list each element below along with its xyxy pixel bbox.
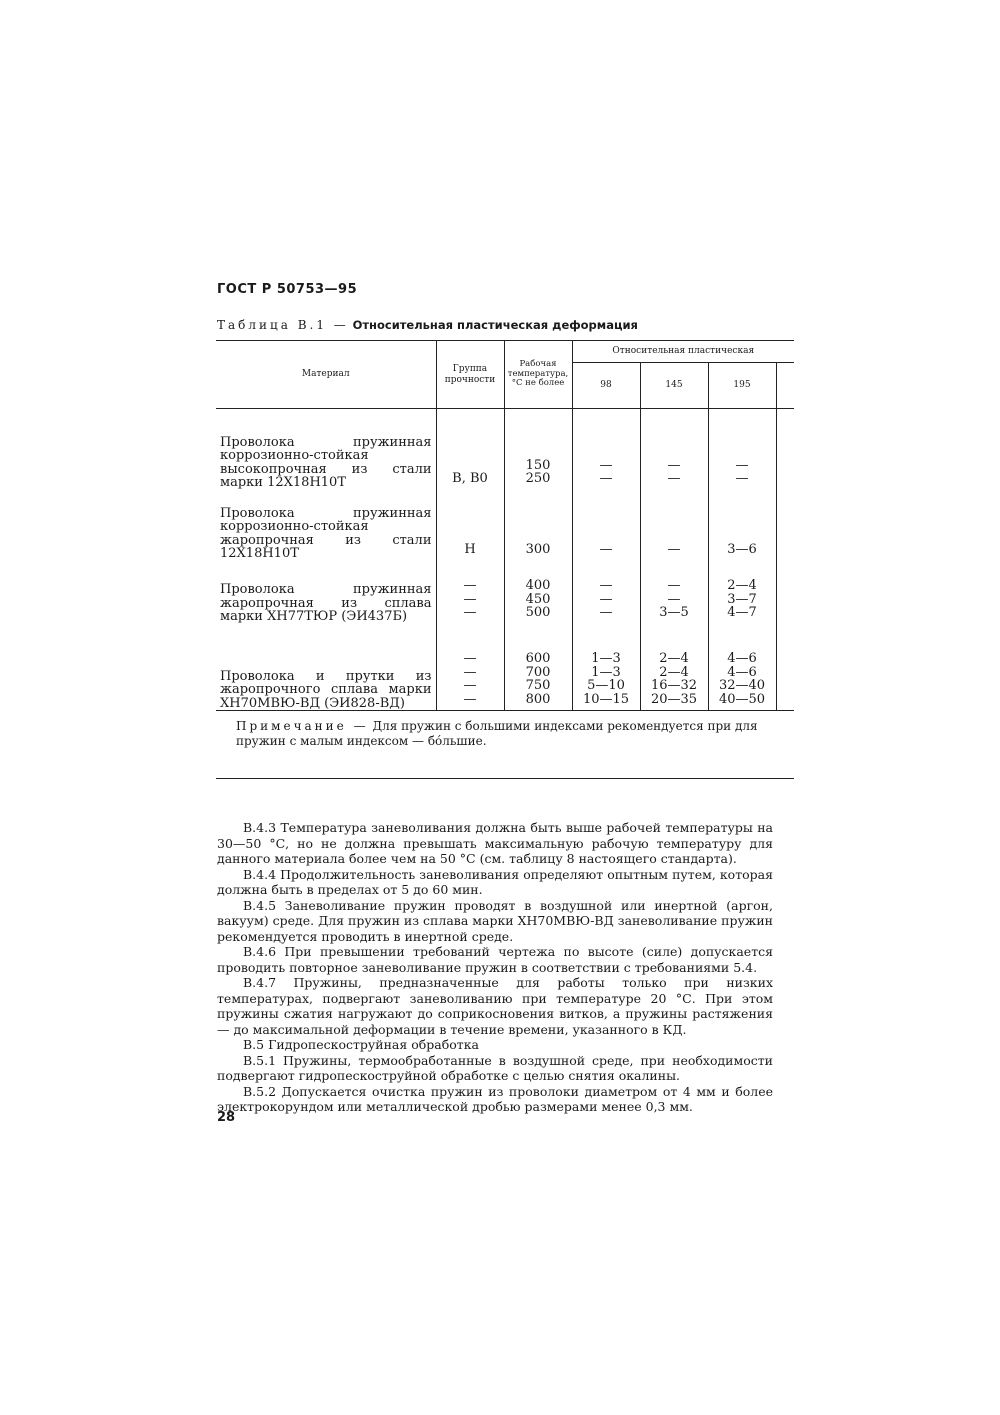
- index-98-cell: 1—3 1—3 5—10 10—15: [572, 624, 640, 711]
- group-cell: — — —: [436, 561, 504, 624]
- table-caption: [217, 318, 638, 332]
- paragraph-b-5-2: В.5.2 Допускается очистка пружин из проволоки диаметром от 4 мм и более электрокорундом или металлической дробью размерами менее 0,3 мм.: [217, 1083, 773, 1114]
- cut-cell: [776, 409, 794, 490]
- standard-designation: ГОСТ Р 50753—95: [217, 282, 358, 297]
- table-label: Таблица В.1 —: [217, 318, 349, 332]
- temperature-cell: 600 700 750 800: [504, 624, 572, 711]
- cut-cell: [776, 490, 794, 561]
- header-group: Группа прочности: [436, 341, 504, 409]
- temperature-cell: 400 450 500: [504, 561, 572, 624]
- body-text: [217, 820, 773, 1115]
- index-145-cell: — —: [640, 409, 708, 490]
- group-cell: В, В0: [436, 409, 504, 490]
- header-index-195: 195: [708, 363, 776, 409]
- header-index-98: 98: [572, 363, 640, 409]
- table-row: [216, 490, 794, 561]
- section-heading-b-5: В.5 Гидропескоструйная обработка: [243, 1037, 479, 1052]
- note-text: Для пружин с большими индексами рекомендуется при для пружин с малым индексом — бóльшие.: [236, 719, 758, 748]
- paragraph-b-4-3: В.4.3 Температура заневоливания должна быть выше рабочей температуры на 30—50 °С, но не должна превышать максимальную рабочую температуру для данного материала более чем на 50 °С (см. таблицу 8 настоящего стандарта).: [217, 820, 773, 866]
- table-title: Относительная пластическая деформация: [352, 318, 638, 332]
- temperature-cell: 150 250: [504, 409, 572, 490]
- index-98-cell: — — —: [572, 561, 640, 624]
- index-145-cell: — — 3—5: [640, 561, 708, 624]
- index-145-cell: —: [640, 490, 708, 561]
- paragraph-b-5-1: В.5.1 Пружины, термообработанные в воздушной среде, при необходимости подвергают гидропескоструйной обработке с целью снятия окалины.: [217, 1052, 773, 1083]
- table-row: [216, 409, 794, 490]
- index-195-cell: 3—6: [708, 490, 776, 561]
- material-cell: Проволока и прутки из жаропрочного сплава марки ХН70МВЮ-ВД (ЭИ828-ВД): [216, 624, 436, 711]
- group-cell: — — — —: [436, 624, 504, 711]
- table-row: [216, 624, 794, 711]
- header-cut-cell: [776, 363, 794, 409]
- paragraph-b-4-6: В.4.6 При превышении требований чертежа по высоте (силе) допускается проводить повторное заневоливание пружин в соответствии с требованиями 5.4.: [217, 944, 773, 975]
- index-195-cell: 2—4 3—7 4—7: [708, 561, 776, 624]
- header-index-145: 145: [640, 363, 708, 409]
- index-98-cell: —: [572, 490, 640, 561]
- material-cell: Проволока пружинная жаропрочная из сплава марки ХН77ТЮР (ЭИ437Б): [220, 582, 432, 624]
- cut-cell: [776, 624, 794, 711]
- paragraph-b-4-5: В.4.5 Заневоливание пружин проводят в воздушной или инертной (аргон, вакуум) среде. Для пружин из сплава марки ХН70МВЮ-ВД заневоливание пружин рекомендуется проводить в инертной среде.: [217, 897, 773, 944]
- cut-cell: [776, 561, 794, 624]
- deformation-table: [216, 340, 794, 779]
- material-cell: Проволока пружинная коррозионно-стойкая жаропрочная из стали 12Х18Н10Т: [220, 505, 432, 561]
- index-145-cell: 2—4 2—4 16—32 20—35: [640, 624, 708, 711]
- temperature-cell: 300: [504, 490, 572, 561]
- index-98-cell: — —: [572, 409, 640, 490]
- header-material: Материал: [216, 341, 436, 409]
- paragraph-b-4-7: В.4.7 Пружины, предназначенные для работы только при низких температурах, подвергают заневоливанию при температуре 20 °С. При этом пружины сжатия нагружают до соприкосновения витков, а пружины растяжения — до максимальной деформации в течение времени, указанного в КД.: [217, 975, 773, 1037]
- index-195-cell: 4—6 4—6 32—40 40—50: [708, 624, 776, 711]
- group-cell: Н: [436, 490, 504, 561]
- note-label: Примечание —: [236, 719, 369, 733]
- page-number: 28: [217, 1110, 236, 1125]
- header-temperature: Рабочая температура, °С не более: [504, 341, 572, 409]
- header-deformation: Относительная пластическая: [572, 341, 794, 363]
- index-195-cell: — —: [708, 409, 776, 490]
- table-row: [216, 561, 794, 624]
- table-note: [216, 711, 794, 779]
- paragraph-b-4-4: В.4.4 Продолжительность заневоливания определяют опытным путем, которая должна быть в пределах от 5 до 60 мин.: [217, 866, 773, 897]
- material-cell: Проволока пружинная коррозионно-стойкая высокопрочная из стали марки 12Х18Н10Т: [220, 434, 432, 490]
